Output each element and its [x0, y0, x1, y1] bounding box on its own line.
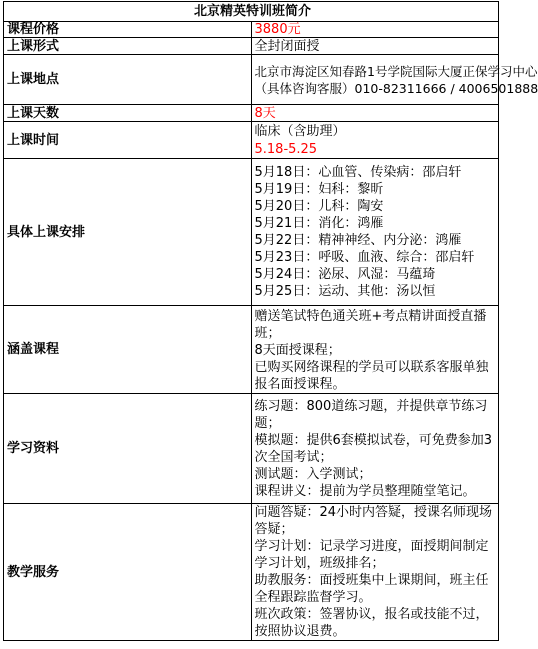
days-label: 上课天数 [4, 105, 252, 122]
form-label: 上课形式 [4, 38, 252, 55]
schedule-item: 5月24日：泌尿、风湿：马蕴琦 [254, 267, 436, 282]
services-item: 问题答疑：24小时内答疑，授课名师现场答疑； [254, 505, 493, 537]
table-row [4, 122, 499, 159]
schedule-label: 具体上课安排 [4, 159, 252, 306]
services-item: 学习计划：记录学习进度，面授期间制定学习计划，班级排名； [254, 539, 489, 571]
schedule-item: 5月25日：运动、其他：汤以恒 [254, 284, 436, 299]
table-row [4, 159, 499, 306]
coverage-item: 8天面授课程； [254, 343, 341, 358]
place-contact: （具体咨询客服）010-82311666 / 4006501888 [254, 80, 538, 96]
place-address: 北京市海淀区知春路1号学院国际大厦正保学习中心 [254, 63, 538, 79]
table-row [4, 38, 499, 55]
coverage-item: 赠送笔试特色通关班+考点精讲面授直播班； [254, 309, 487, 341]
table-title: 北京精英特训班简介 [4, 2, 499, 22]
coverage-item: 已购买网络课程的学员可以联系客服单独报名面授课程。 [254, 360, 489, 392]
place-label: 上课地点 [4, 55, 252, 105]
schedule-item: 5月22日：精神神经、内分泌：鸿雁 [254, 233, 462, 248]
table-row [4, 394, 499, 504]
time-value [251, 122, 499, 159]
materials-value [251, 394, 499, 504]
materials-item: 练习题：800道练习题，并提供章节练习题； [254, 398, 488, 431]
schedule-item: 5月23日：呼吸、血液、综合：邵启轩 [254, 250, 475, 265]
schedule-value [251, 159, 499, 306]
course-info-table [3, 1, 538, 641]
table-row [4, 55, 499, 105]
form-value: 全封闭面授 [251, 38, 499, 55]
time-label: 上课时间 [4, 122, 252, 159]
schedule-item: 5月20日：儿科：陶安 [254, 199, 384, 214]
time-dates: 5.18-5.25 [254, 141, 318, 157]
materials-item: 模拟题：提供6套模拟试卷，可免费参加3次全国考试； [254, 432, 493, 465]
materials-item: 测试题：入学测试； [254, 466, 372, 482]
schedule-item: 5月19日：妇科：黎昕 [254, 182, 384, 197]
materials-label: 学习资料 [4, 394, 252, 504]
services-item: 助教服务：面授班集中上课期间，班主任全程跟踪监督学习。 [254, 573, 489, 605]
coverage-label: 涵盖课程 [4, 306, 252, 394]
days-value: 8天 [251, 105, 499, 122]
services-label: 教学服务 [4, 504, 252, 641]
table-row [4, 22, 499, 38]
schedule-item: 5月21日：消化：鸿雁 [254, 216, 384, 231]
services-value [251, 504, 499, 641]
price-value: 3880元 [251, 22, 499, 38]
table-row [4, 105, 499, 122]
price-label: 课程价格 [4, 22, 252, 38]
services-item: 班次政策：签署协议，报名或技能不过，按照协议退费。 [254, 607, 489, 639]
schedule-item: 5月18日：心血管、传染病：邵启轩 [254, 165, 462, 180]
table-row [4, 504, 499, 641]
table-row [4, 306, 499, 394]
place-value [251, 55, 538, 105]
coverage-value [251, 306, 499, 394]
time-subject: 临床（含助理） [254, 123, 346, 139]
materials-item: 课程讲义：提前为学员整理随堂笔记。 [254, 483, 476, 499]
